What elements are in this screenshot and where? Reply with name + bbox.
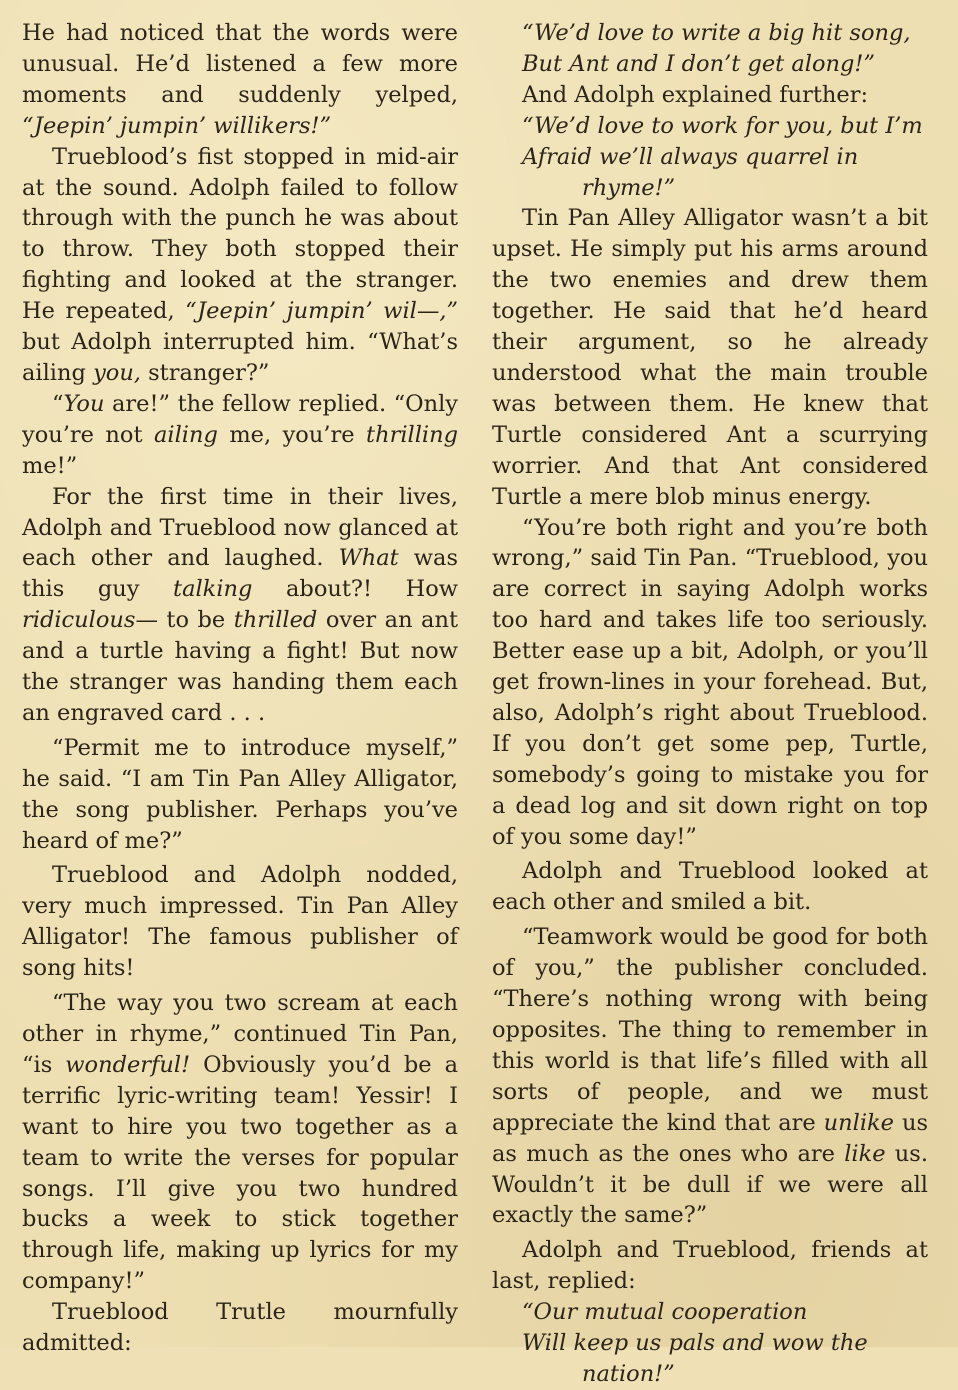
paragraph (22, 988, 458, 1297)
left-column (22, 18, 458, 1359)
italic-run: ridiculous (22, 607, 136, 634)
paragraph: And Adolph explained further: (522, 81, 869, 108)
text-run: us. Wouldn’t it be dull if we were all exactly the same?” (492, 1140, 928, 1229)
text-run: about?! How (252, 576, 458, 603)
text-run: us as much as the ones who are (492, 1109, 928, 1167)
paragraph (22, 142, 458, 389)
paragraph: “Permit me to introduce myself,” he said. “I am Tin Pan Alley Alligator, the song publisher. Perhaps you’ve heard of me?” (22, 734, 458, 854)
italic-run: You (63, 390, 105, 417)
paragraph: Trueblood Trutle mournfully admitted: (22, 1299, 458, 1357)
verse-line: Afraid we’ll always quarrel in (522, 143, 859, 170)
italic-run: What (338, 545, 399, 572)
text-run: “The way you two scream at each other in rhyme,” continued Tin Pan, “is (22, 990, 458, 1078)
paragraph: “You’re both right and you’re both wrong,” said Tin Pan. “Trueblood, you are correct in saying Adolph works too hard and takes life too seriously. Better ease up a bit, Adolph, or you’ll get frown-lines in your forehead. But, also, Adolph’s right about Trueblood. If you don’t get some pep, Turtle, somebody’s going to mistake you for a dead log and sit down right on top of you some day!” (492, 514, 928, 850)
paragraph (22, 482, 458, 729)
italic-run: talking (173, 576, 253, 603)
text-run: Trueblood’s fist stopped in mid-air at the sound. Adolph failed to follow through with the punch he was about to throw. They both stopped their fighting and looked at the stranger. He repeated, (22, 143, 458, 325)
text-run: are!” the fellow replied. “Only you’re not (22, 390, 458, 448)
text-run: “Teamwork would be good for both of you,” the publisher concluded. “There’s nothing wrong with being opposites. The thing to remember in this world is that life’s filled with all sorts of people, and we must appreciate the kind that are (492, 924, 928, 1136)
italic-run: wonderful! (65, 1051, 191, 1078)
italic-run: “Jeepin’ jumpin’ wil—,” (185, 298, 458, 325)
paragraph: Adolph and Trueblood looked at each other and smiled a bit. (492, 858, 928, 916)
paragraph (22, 389, 458, 482)
italic-run: like (844, 1140, 886, 1167)
paragraph: Tin Pan Alley Alligator wasn’t a bit upset. He simply put his arms around the two enemies and drew them together. He said that he’d heard their argument, so he already understood what the main trouble was between them. He knew that Turtle considered Ant a scurrying worrier. And that Ant considered Turtle a mere blob minus energy. (492, 205, 928, 510)
verse-line: rhyme!” (582, 174, 676, 201)
text-run: but Adolph interrupted him. “What’s ailing (22, 329, 458, 386)
text-run: Obviously you’d be a terrific lyric-writing team! Yessir! I want to hire you two together as a team to write the verses for popular songs. I’ll give you two hundred bucks a week to stick together through life, making up lyrics for my company!” (22, 1051, 458, 1295)
paragraph (22, 18, 458, 142)
italic-run: ailing (153, 421, 218, 448)
italic-run: you, (93, 359, 141, 386)
text-run: “ (52, 390, 64, 417)
right-column (492, 18, 928, 1390)
verse-line: “Our mutual cooperation (522, 1299, 808, 1326)
verse-line: “We’d love to work for you, but I’m (522, 112, 923, 139)
text-run: was this guy (22, 545, 459, 603)
verse-line: Will keep us pals and wow the (522, 1330, 868, 1357)
text-run: He had noticed that the words were unusual. He’d listened a few more moments and suddenly yelped, (22, 20, 458, 108)
text-run: For the first time in their lives, Adolph and Trueblood now glanced at each other and laughed. (22, 483, 458, 572)
italic-run: unlike (823, 1109, 894, 1136)
paragraph: Adolph and Trueblood, friends at last, replied: (492, 1237, 928, 1295)
italic-run: “Jeepin’ jumpin’ willikers!” (22, 112, 332, 139)
verse-block (492, 1297, 928, 1390)
verse-line: “We’d love to write a big hit song, (522, 20, 911, 46)
verse-block (492, 111, 928, 204)
paragraph (492, 922, 928, 1231)
text-run: — to be (135, 607, 234, 634)
verse-line: But Ant and I don’t get along!” (522, 50, 875, 77)
text-run: stranger?” (140, 359, 270, 386)
text-run: me, you’re (217, 421, 367, 448)
paragraph: Trueblood and Adolph nodded, very much impressed. Tin Pan Alley Alligator! The famous publisher of song hits! (22, 862, 458, 982)
italic-run: thrilled (233, 607, 318, 634)
text-run: me!” (22, 452, 78, 479)
verse-block (492, 18, 928, 80)
italic-run: thrilling (366, 421, 458, 448)
verse-line: nation!” (582, 1360, 675, 1387)
text-run: over an ant and a turtle having a fight! But now the stranger was handing them each an engraved card . . . (22, 607, 459, 726)
